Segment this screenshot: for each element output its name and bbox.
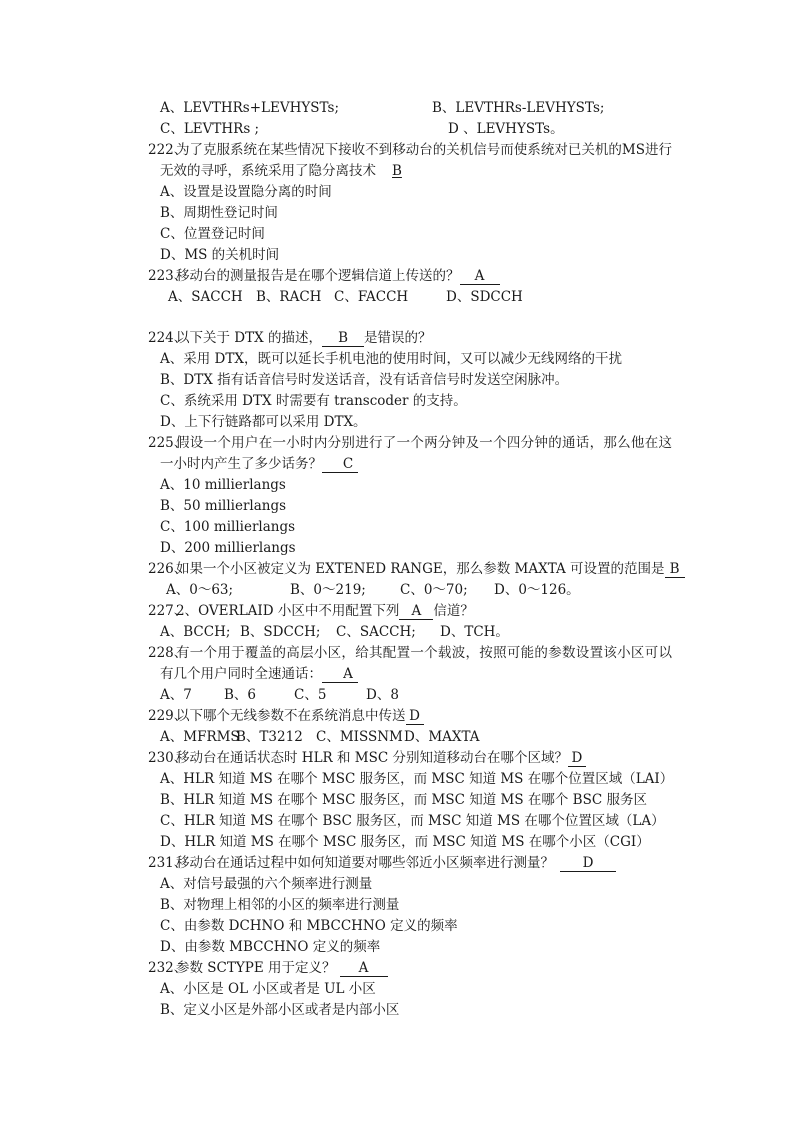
option: D、SDCCH — [446, 289, 523, 305]
option: B、HLR 知道 MS 在哪个 MSC 服务区，而 MSC 知道 MS 在哪个 BSC 服务区 — [160, 792, 647, 808]
top-option-c: C、LEVTHRs ; — [160, 121, 260, 137]
top-option-b: B、LEVTHRs-LEVHYSTs; — [432, 100, 605, 116]
option: C、SACCH; — [336, 624, 416, 640]
option: D、HLR 知道 MS 在哪个 MSC 服务区，而 MSC 知道 MS 在哪个小区（CGI） — [160, 834, 650, 850]
option: D、8 — [366, 687, 399, 703]
option: B、SDCCH; — [240, 624, 321, 640]
question-text — [176, 748, 586, 768]
question-stem-end: 信道？ — [433, 603, 474, 619]
question-text — [160, 433, 672, 474]
option: B、6 — [224, 687, 257, 703]
question-stem: 为了克服系统在某些情况下接收不到移动台的关机信号而使系统对已关机的MS进行无效的寻呼，系统采用了隐分离技术 — [160, 142, 672, 179]
question-stem: 如果一个小区被定义为 EXTENED RANGE，那么参数 MAXTA 可设置的范围是 — [176, 561, 665, 577]
answer-mark: A — [340, 960, 388, 977]
question-number: 224、 — [148, 330, 188, 346]
question-number: 230、 — [148, 750, 188, 766]
question-text — [176, 266, 500, 286]
answer-mark: A — [460, 268, 500, 285]
option: A、设置是设置隐分离的时间 — [160, 184, 332, 200]
answer-mark: C — [322, 456, 358, 473]
question-stem: 移动台在通话状态时 HLR 和 MSC 分别知道移动台在哪个区域？ — [176, 750, 568, 766]
option: A、BCCH; — [160, 624, 231, 640]
question-text — [160, 140, 672, 181]
option: D、MS 的关机时间 — [160, 247, 280, 263]
top-option-a: A、LEVTHRs+LEVHYSTs; — [160, 100, 340, 116]
option: C、系统采用 DTX 时需要有 transcoder 的支持。 — [160, 393, 467, 409]
option: B、0～219; — [290, 582, 366, 598]
question-text — [160, 643, 672, 684]
option: B、对物理上相邻的小区的频率进行测量 — [160, 897, 400, 913]
option: A、HLR 知道 MS 在哪个 MSC 服务区，而 MSC 知道 MS 在哪个位置区域（LAI） — [160, 771, 674, 787]
option: D、200 millierlangs — [160, 540, 296, 556]
question-text — [176, 706, 424, 726]
option: D、0～126。 — [494, 582, 580, 598]
option: B、50 millierlangs — [160, 498, 287, 514]
answer-mark: D — [406, 708, 424, 725]
option: D、TCH。 — [440, 624, 509, 640]
question-text — [176, 958, 388, 978]
option: C、5 — [294, 687, 327, 703]
question-text — [176, 559, 685, 579]
option: A、对信号最强的六个频率进行测量 — [160, 876, 373, 892]
option: B、定义小区是外部小区或者是内部小区 — [160, 1002, 400, 1018]
option: A、小区是 OL 小区或者是 UL 小区 — [160, 981, 376, 997]
answer-mark: B — [322, 330, 364, 347]
question-stem: 假设一个用户在一小时内分别进行了一个两分钟及一个四分钟的通话，那么他在这一小时内产生了多少话务？ — [160, 435, 672, 472]
answer-mark: B — [665, 561, 685, 578]
question-stem-end: 是错误的？ — [364, 330, 432, 346]
option: B、周期性登记时间 — [160, 205, 278, 221]
option: A、MFRMS — [160, 729, 240, 745]
question-stem: 以下关于 DTX 的描述， — [176, 330, 323, 346]
option: A、0～63; — [166, 582, 234, 598]
question-stem: 参数 SCTYPE 用于定义？ — [176, 960, 336, 976]
question-number: 226、 — [148, 561, 188, 577]
answer-mark: D — [560, 855, 616, 872]
question-text — [176, 328, 432, 348]
question-text — [176, 853, 616, 873]
option: A、采用 DTX，既可以延长手机电池的使用时间，又可以减少无线网络的干扰 — [160, 351, 622, 367]
option: C、HLR 知道 MS 在哪个 BSC 服务区，而 MSC 知道 MS 在哪个位置区域（LA） — [160, 813, 665, 829]
option: B、DTX 指有话音信号时发送话音，没有话音信号时发送空闲脉冲。 — [160, 372, 569, 388]
question-number: 229、 — [148, 708, 188, 724]
option: B、T3212 — [236, 729, 303, 745]
answer-mark: D — [568, 750, 586, 767]
option: A、SACCH — [168, 289, 243, 305]
option: C、0～70; — [400, 582, 468, 598]
option: C、由参数 DCHNO 和 MBCCHNO 定义的频率 — [160, 918, 458, 934]
option: C、位置登记时间 — [160, 226, 265, 242]
answer-mark: A — [399, 603, 433, 620]
question-stem: 移动台在通话过程中如何知道要对哪些邻近小区频率进行测量？ — [176, 855, 554, 871]
question-number: 227、 — [148, 603, 188, 619]
question-text — [176, 601, 474, 621]
question-number: 225、 — [148, 435, 188, 451]
question-stem: 以下哪个无线参数不在系统消息中传送 — [176, 708, 406, 724]
question-number: 228、 — [148, 645, 188, 661]
question-number: 223、 — [148, 268, 188, 284]
answer-mark: B — [392, 162, 402, 179]
option: A、7 — [160, 687, 192, 703]
option: D、上下行链路都可以采用 DTX。 — [160, 414, 367, 430]
option: C、FACCH — [334, 289, 409, 305]
question-number: 222、 — [148, 142, 188, 158]
top-option-d: D 、LEVHYSTs。 — [448, 121, 564, 137]
option: A、10 millierlangs — [160, 477, 286, 493]
option: B、RACH — [256, 289, 322, 305]
option: C、MISSNM — [316, 729, 403, 745]
option: C、100 millierlangs — [160, 519, 296, 535]
question-stem: 有一个用于覆盖的高层小区，给其配置一个载波，按照可能的参数设置该小区可以有几个用户同时全速通话： — [160, 645, 672, 682]
question-stem: 2、OVERLAID 小区中不用配置下列 — [176, 603, 400, 619]
question-stem: 移动台的测量报告是在哪个逻辑信道上传送的？ — [176, 268, 460, 284]
question-number: 232、 — [148, 960, 188, 976]
option: D、由参数 MBCCHNO 定义的频率 — [160, 939, 381, 955]
answer-mark: A — [322, 666, 358, 683]
option: D、MAXTA — [404, 729, 480, 745]
question-number: 231、 — [148, 855, 188, 871]
